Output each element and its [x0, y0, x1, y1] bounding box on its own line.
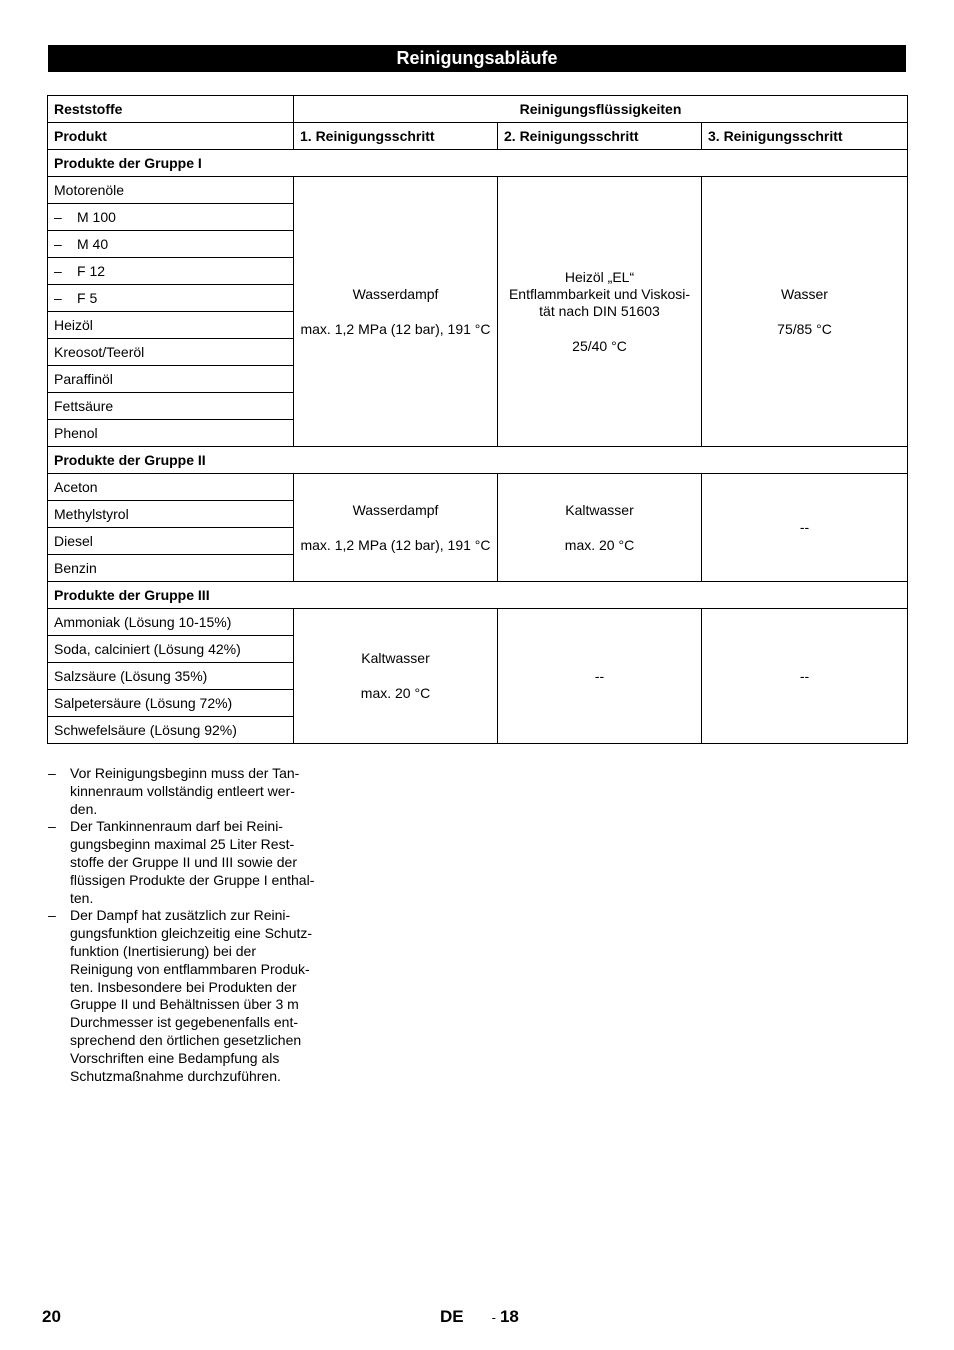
product-cell: Ammoniak (Lösung 10-15%): [48, 609, 294, 636]
header-step3: 3. Reinigungsschritt: [702, 123, 908, 150]
note-line: flüssigen Produkte der Gruppe I enthal-: [70, 871, 315, 888]
group3-step2-cell: --: [498, 609, 702, 744]
group3-step3-cell: --: [702, 609, 908, 744]
note-line: Schutzmaßnahme durchzuführen.: [70, 1067, 281, 1084]
cleaning-procedure-table: [47, 95, 908, 744]
step1-conditions: max. 1,2 MPa (12 bar), 191 °C: [300, 320, 491, 337]
note-line: kinnenraum vollständig entleert wer-: [70, 782, 295, 799]
list-item: [48, 818, 338, 907]
header-product: Produkt: [48, 123, 294, 150]
step2-medium: Heizöl „EL“: [564, 268, 635, 285]
step2-medium: Kaltwasser: [565, 501, 634, 518]
page-footer-label: [440, 1307, 519, 1327]
notes-list: [48, 765, 338, 1085]
sub-page-number: 18: [499, 1307, 519, 1326]
product-cell: Phenol: [48, 420, 294, 447]
product-cell: [48, 258, 294, 285]
group-row: [48, 150, 908, 177]
dash-symbol: –: [54, 289, 62, 306]
header-step2: 2. Reinigungsschritt: [498, 123, 702, 150]
header-fluids: Reinigungsflüssigkeiten: [294, 96, 908, 123]
note-line: Der Dampf hat zusätzlich zur Reini-: [70, 907, 291, 924]
dash-symbol: –: [54, 208, 62, 225]
product-cell: Salzsäure (Lösung 35%): [48, 663, 294, 690]
group3-step1-cell: [294, 609, 498, 744]
step3-temperature: 75/85 °C: [777, 320, 832, 337]
product-cell: Heizöl: [48, 312, 294, 339]
step1-temperature: max. 20 °C: [360, 685, 431, 701]
group-row: [48, 447, 908, 474]
note-line: gungsbeginn maximal 25 Liter Rest-: [70, 836, 295, 853]
product-cell: Paraffinöl: [48, 366, 294, 393]
step2-spec-line1: Entflammbarkeit und Viskosi-: [508, 285, 691, 302]
product-cell: Salpetersäure (Lösung 72%): [48, 690, 294, 717]
bullet-dash: –: [48, 765, 56, 781]
product-name: F 12: [77, 262, 106, 279]
product-name: M 100: [77, 208, 116, 225]
step1-medium: Wasserdampf: [352, 285, 439, 302]
bullet-dash: –: [48, 907, 56, 924]
language-code: DE: [440, 1307, 464, 1326]
note-line: Der Tankinnenraum darf bei Reini-: [70, 818, 283, 835]
list-item: [48, 765, 338, 818]
product-cell: Soda, calciniert (Lösung 42%): [48, 636, 294, 663]
bullet-dash: –: [48, 818, 56, 835]
header-residues: Reststoffe: [48, 96, 294, 123]
list-item: [48, 907, 338, 1085]
note-line: ten. Insbesondere bei Produkten der: [70, 978, 297, 995]
note-line: sprechend den örtlichen gesetzlichen: [70, 1031, 302, 1048]
note-line: Reinigung von entflammbaren Produk-: [70, 960, 310, 977]
header-step1: 1. Reinigungsschritt: [294, 123, 498, 150]
product-cell: Fettsäure: [48, 393, 294, 420]
table-subheader-row: [48, 123, 908, 150]
note-line: den.: [70, 800, 98, 817]
product-cell: Diesel: [48, 528, 294, 555]
product-cell: Schwefelsäure (Lösung 92%): [48, 717, 294, 744]
note-line: ten.: [70, 889, 94, 906]
table-header-row: [48, 96, 908, 123]
group1-step1-cell: [294, 177, 498, 447]
note-line: Vorschriften eine Bedampfung als: [70, 1049, 280, 1066]
group3-label: Produkte der Gruppe III: [48, 582, 908, 609]
note-line: Gruppe II und Behältnissen über 3 m: [70, 996, 299, 1013]
dash-symbol: –: [54, 262, 62, 279]
step2-temperature: 25/40 °C: [572, 337, 627, 354]
table-row: [48, 474, 908, 501]
table-row: [48, 609, 908, 636]
group1-step3-cell: [702, 177, 908, 447]
step3-medium: Wasser: [781, 285, 828, 302]
product-cell: Benzin: [48, 555, 294, 582]
group2-label: Produkte der Gruppe II: [48, 447, 908, 474]
step2-temperature: max. 20 °C: [564, 536, 635, 553]
product-name: F 5: [77, 289, 98, 306]
step1-medium: Kaltwasser: [361, 650, 430, 666]
product-cell: Motorenöle: [48, 177, 294, 204]
dash-symbol: –: [54, 235, 62, 252]
section-title: Reinigungsabläufe: [48, 45, 906, 72]
product-cell: [48, 285, 294, 312]
product-cell: Methylstyrol: [48, 501, 294, 528]
step1-conditions: max. 1,2 MPa (12 bar), 191 °C: [300, 536, 491, 553]
group2-step2-cell: [498, 474, 702, 582]
note-line: stoffe der Gruppe II und III sowie der: [70, 853, 297, 870]
note-line: funktion (Inertisierung) bei der: [70, 942, 256, 959]
group1-step2-cell: [498, 177, 702, 447]
step2-spec-line2: tät nach DIN 51603: [539, 302, 660, 319]
note-line: Vor Reinigungsbeginn muss der Tan-: [70, 765, 300, 781]
product-name: M 40: [77, 235, 109, 252]
note-line: gungsfunktion gleichzeitig eine Schutz-: [70, 925, 313, 942]
product-cell: Aceton: [48, 474, 294, 501]
group1-label: Produkte der Gruppe I: [48, 150, 908, 177]
page-number: 20: [42, 1307, 61, 1326]
table-row: [48, 177, 908, 204]
footer-separator: -: [491, 1310, 496, 1325]
product-cell: Kreosot/Teeröl: [48, 339, 294, 366]
product-cell: [48, 204, 294, 231]
group-row: [48, 582, 908, 609]
note-line: Durchmesser ist gegebenenfalls ent-: [70, 1014, 299, 1031]
step1-medium: Wasserdampf: [352, 501, 439, 518]
product-cell: [48, 231, 294, 258]
group2-step3-cell: --: [702, 474, 908, 582]
group2-step1-cell: [294, 474, 498, 582]
